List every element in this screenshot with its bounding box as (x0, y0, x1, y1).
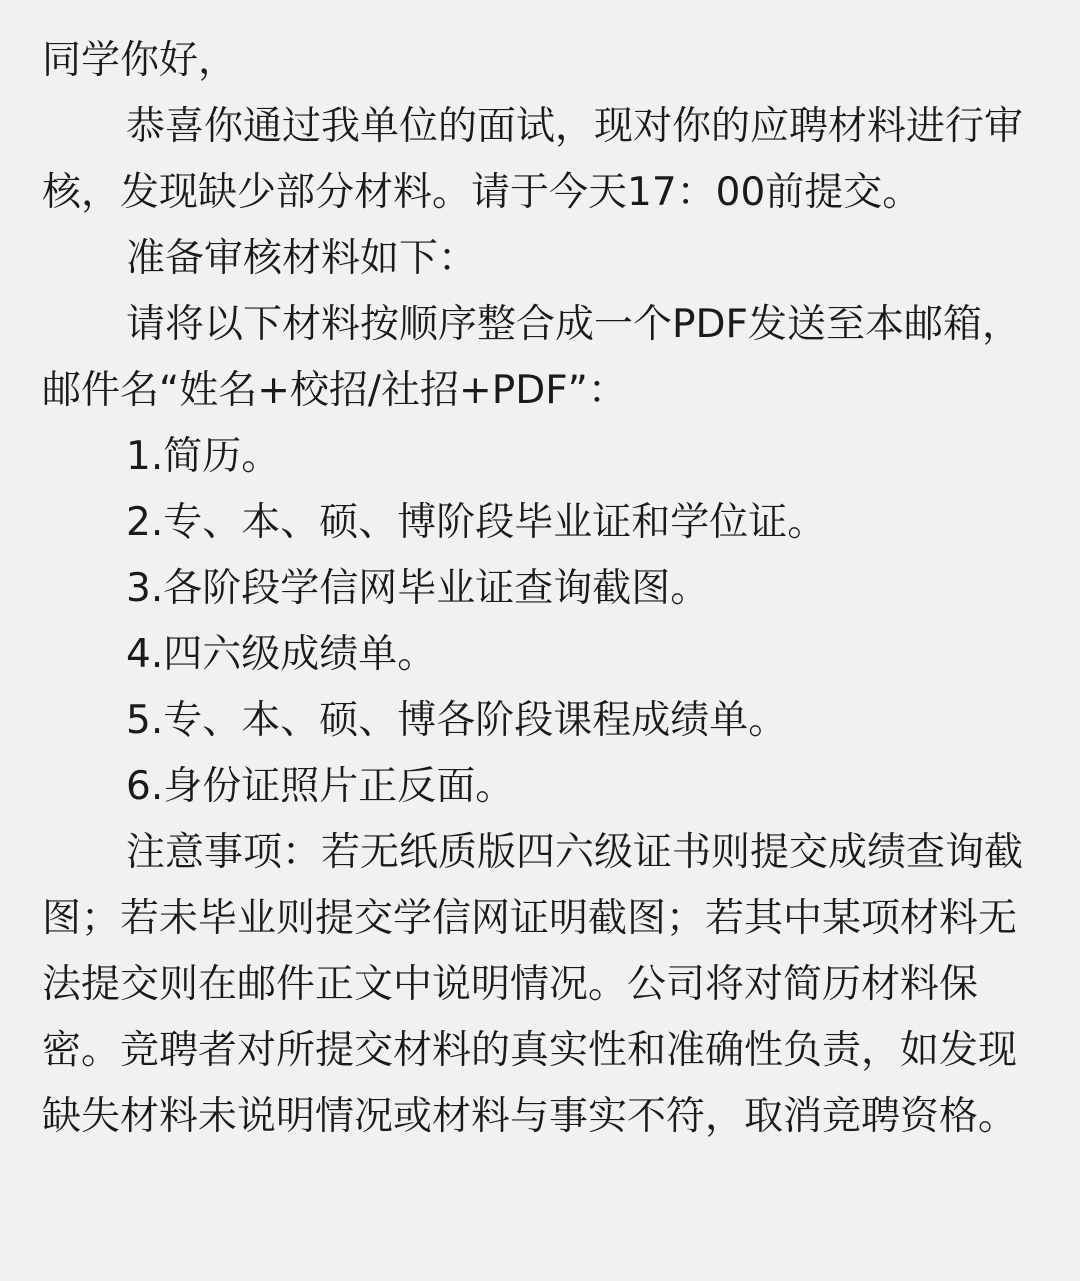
list-item: 2.专、本、硕、博阶段毕业证和学位证。 (126, 500, 827, 545)
list-item: 3.各阶段学信网毕业证查询截图。 (126, 566, 710, 611)
greeting: 同学你好， (42, 38, 238, 83)
list-item: 6.身份证照片正反面。 (126, 764, 515, 809)
materials-heading: 准备审核材料如下： (126, 236, 478, 281)
letter-body (42, 28, 1042, 1150)
instruction-paragraph: 请将以下材料按顺序整合成一个PDF发送至本邮箱，邮件名“姓名+校招/社招+PDF”： (42, 302, 1021, 413)
list-item: 4.四六级成绩单。 (126, 632, 437, 677)
list-item: 1.简历。 (126, 434, 281, 479)
notes-paragraph: 注意事项：若无纸质版四六级证书则提交成绩查询截图；若未毕业则提交学信网证明截图；若其中某项材料无法提交则在邮件正文中说明情况。公司将对简历材料保密。竞聘者对所提交材料的真实性和准确性负责，如发现缺失材料未说明情况或材料与事实不符，取消竞聘资格。 (42, 830, 1024, 1139)
list-item: 5.专、本、硕、博各阶段课程成绩单。 (126, 698, 788, 743)
intro-paragraph: 恭喜你通过我单位的面试，现对你的应聘材料进行审核，发现缺少部分材料。请于今天17：00前提交。 (42, 104, 1024, 215)
